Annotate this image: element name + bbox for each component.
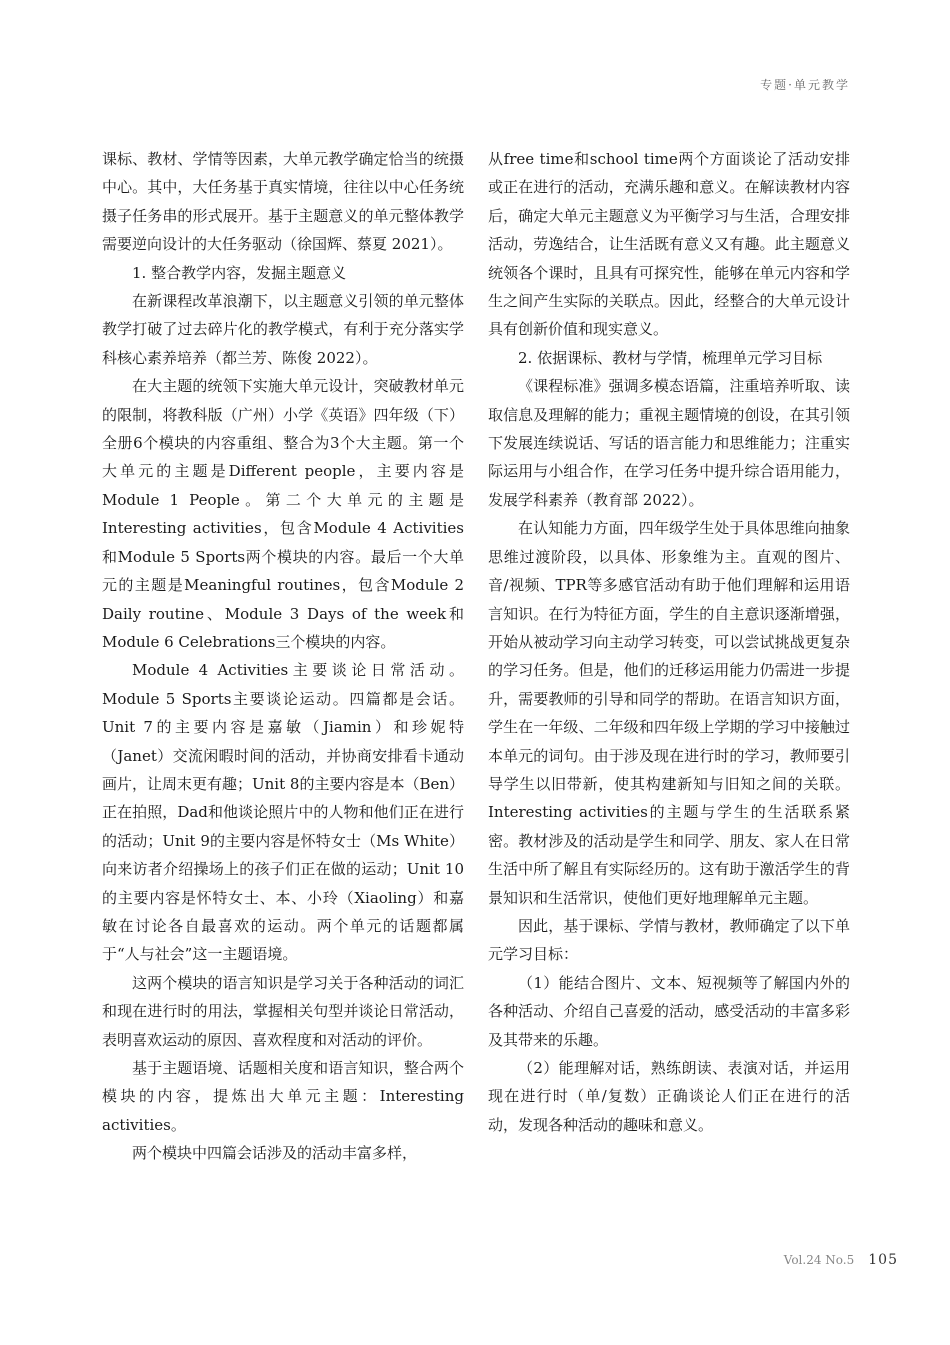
paragraph: 这两个模块的语言知识是学习关于各种活动的词汇和现在进行时的用法，掌握相关句型并谈论日常活动，表明喜欢运动的原因、喜欢程度和对活动的评价。 bbox=[102, 973, 464, 1049]
paragraph: 在认知能力方面，四年级学生处于具体思维向抽象思维过渡阶段，以具体、形象维为主。直观的图片、音/视频、TPR等多感官活动有助于他们理解和运用语言知识。在行为特征方面，学生的自主意识逐渐增强，开始从被动学习向主动学习转变，可以尝试挑战更复杂的学习任务。但是，他们的迁移运用能力仍需进一步提升，需要教师的引导和同学的帮助。在语言知识方面，学生在一年级、二年级和四年级上学期的学习中接触过本单元的词句。由于涉及现在进行时的学习，教师要引导学生以旧带新，使其构建新知与旧知之间的关联。Interesting activities的主题与学生的生活联系紧密。教材涉及的活动是学生和同学、朋友、家人在日常生活中所了解且有实际经历的。这有助于激活学生的背景知识和生活常识，使他们更好地理解单元主题。 bbox=[488, 519, 850, 907]
section-heading: 2. 依据课标、教材与学情，梳理单元学习目标 bbox=[518, 348, 823, 367]
page-number: 105 bbox=[868, 1252, 898, 1268]
section-heading: 1. 整合教学内容，发掘主题意义 bbox=[132, 263, 347, 282]
paragraph: 从free time和school time两个方面谈论了活动安排或正在进行的活动，充满乐趣和意义。在解读教材内容后，确定大单元主题意义为平衡学习与生活，合理安排活动，劳逸结合，让生活既有意义又有趣。此主题意义统领各个课时，且具有可探究性，能够在单元内容和学生之间产生实际的关联点。因此，经整合的大单元设计具有创新价值和现实意义。 bbox=[488, 150, 850, 339]
right-column bbox=[488, 145, 850, 1139]
page-footer bbox=[784, 1252, 898, 1268]
paragraph: Module 4 Activities主要谈论日常活动。Module 5 Sports主要谈论运动。四篇都是会话。Unit 7的主要内容是嘉敏（Jiamin）和珍妮特（Janet）交流闲暇时间的活动，并协商安排看卡通动画片，让周末更有趣；Unit 8的主要内容是本（Ben）正在拍照，Dad和他谈论照片中的人物和他们正在进行的活动；Unit 9的主要内容是怀特女士（Ms White）向来访者介绍操场上的孩子们正在做的运动；Unit 10的主要内容是怀特女士、本、小玲（Xiaoling）和嘉敏在讨论各自最喜欢的运动。两个单元的话题都属于“人与社会”这一主题语境。 bbox=[102, 661, 465, 964]
paragraph: 《课程标准》强调多模态语篇，注重培养听取、读取信息及理解的能力；重视主题情境的创设，在其引领下发展连续说话、写话的语言能力和思维能力；注重实际运用与小组合作，在学习任务中提升综合语用能力，发展学科素养（教育部 2022）。 bbox=[488, 377, 850, 509]
paragraph: 在大主题的统领下实施大单元设计，突破教材单元的限制，将教科版（广州）小学《英语》四年级（下）全册6个模块的内容重组、整合为3个大主题。第一个大单元的主题是Different people，主要内容是Module 1 People。第二个大单元的主题是Interesting activities，包含Module 4 Activities和Module 5 Sports两个模块的内容。最后一个大单元的主题是Meaningful routines，包含Module 2 Daily routine、Module 3 Days of the week和Module 6 Celebrations三个模块的内容。 bbox=[102, 377, 464, 651]
paragraph: 因此，基于课标、学情与教材，教师确定了以下单元学习目标： bbox=[488, 916, 850, 964]
list-item: （2）能理解对话，熟练朗读、表演对话，并运用现在进行时（单/复数）正确谈论人们正在进行的活动，发现各种活动的趣味和意义。 bbox=[488, 1059, 850, 1134]
paragraph: 在新课程改革浪潮下，以主题意义引领的单元整体教学打破了过去碎片化的教学模式，有利于充分落实学科核心素养培养（都兰芳、陈俊 2022）。 bbox=[102, 292, 464, 367]
list-item: （1）能结合图片、文本、短视频等了解国内外的各种活动、介绍自己喜爱的活动，感受活动的丰富多彩及其带来的乐趣。 bbox=[488, 973, 850, 1049]
paragraph: 基于主题语境、话题相关度和语言知识，整合两个模块的内容，提炼出大单元主题：Interesting activities。 bbox=[102, 1059, 464, 1134]
left-column bbox=[102, 145, 464, 1168]
paragraph: 课标、教材、学情等因素，大单元教学确定恰当的统摄中心。其中，大任务基于真实情境，往往以中心任务统摄子任务串的形式展开。基于主题意义的单元整体教学需要逆向设计的大任务驱动（徐国辉、蔡夏 2021）。 bbox=[102, 150, 464, 254]
paragraph: 两个模块中四篇会话涉及的活动丰富多样， bbox=[132, 1144, 418, 1163]
volume-label: Vol.24 No.5 bbox=[783, 1253, 855, 1267]
section-header: 专题·单元教学 bbox=[760, 78, 850, 92]
